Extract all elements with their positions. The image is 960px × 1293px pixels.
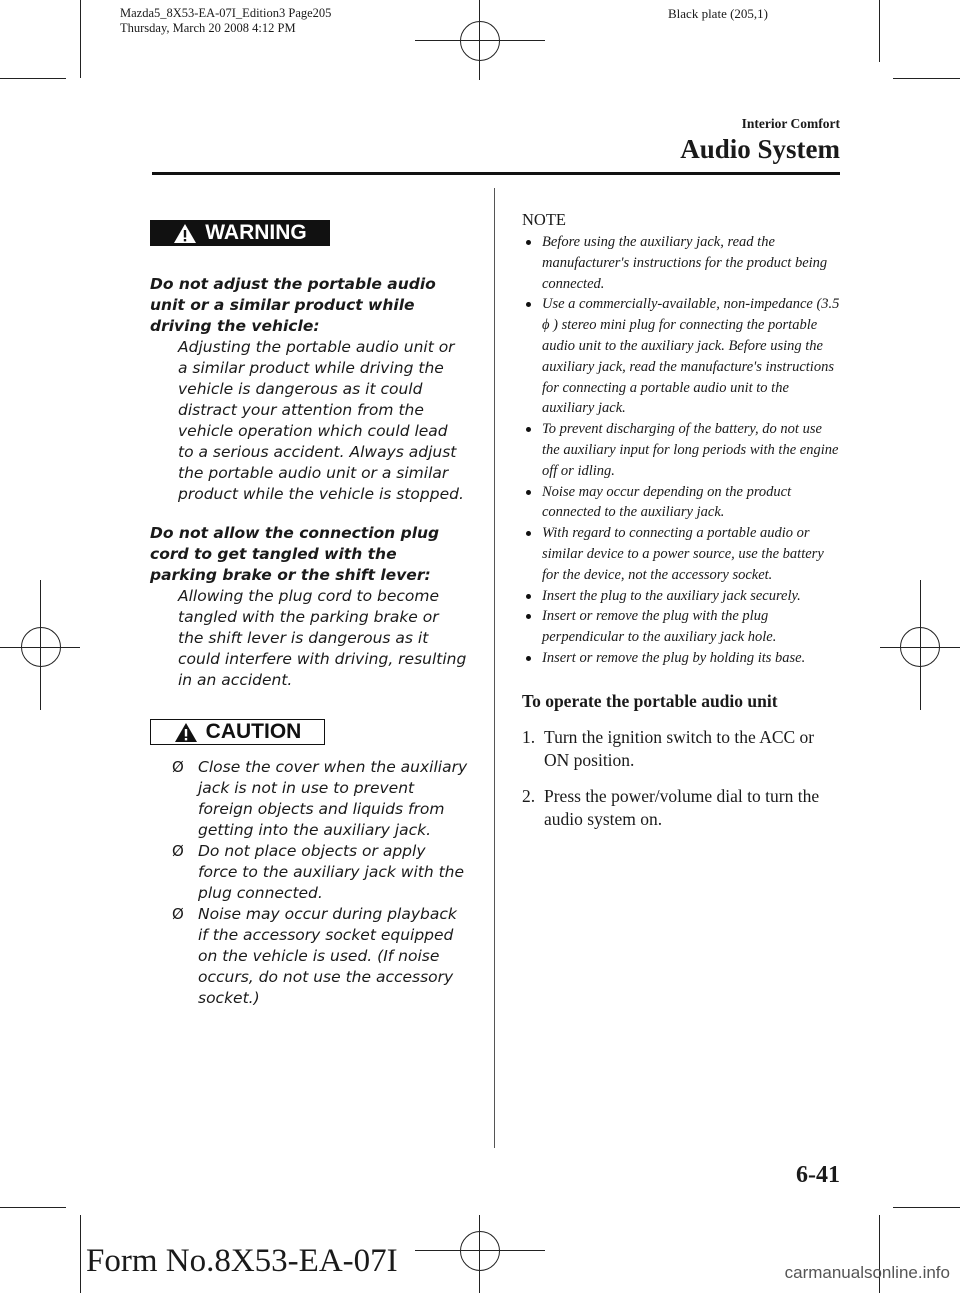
right-column (522, 210, 840, 844)
bullet-dot (526, 302, 531, 307)
warning-label-text: WARNING (205, 221, 307, 244)
note-text: Insert the plug to the auxiliary jack securely. (542, 587, 801, 604)
caution-item (170, 757, 468, 841)
operate-step (522, 785, 840, 831)
page-number: 6-41 (796, 1162, 840, 1188)
warning-heading: Do not adjust the portable audio unit or a similar product while driving the vehicle: (150, 275, 436, 335)
note-text: Insert or remove the plug with the plug perpendicular to the auxiliary jack hole. (542, 608, 777, 646)
note-item (522, 523, 840, 585)
note-heading: NOTE (522, 210, 566, 229)
caution-text: Noise may occur during playback if the accessory socket equipped on the vehicle is used. (If noise occurs, do not use the accessory socket.) (198, 905, 457, 1007)
caution-bullet: Ø (172, 842, 184, 860)
bullet-dot (526, 531, 531, 536)
operate-heading: To operate the portable audio unit (522, 690, 778, 711)
caution-text: Do not place objects or apply force to the auxiliary jack with the plug connected. (198, 842, 465, 902)
note-item (522, 419, 840, 481)
note-item (522, 586, 840, 607)
print-meta-line1: Mazda5_8X53-EA-07I_Edition3 Page205 (120, 6, 332, 20)
operate-steps (522, 726, 840, 831)
caution-text: Close the cover when the auxiliary jack is not in use to prevent foreign objects and liquids from getting into the auxiliary jack. (198, 758, 468, 839)
caution-list (150, 757, 468, 1009)
caution-label (150, 719, 325, 745)
form-number: Form No.8X53-EA-07I (86, 1243, 398, 1279)
note-text: With regard to connecting a portable audio or similar device to a power source, use the battery for the device, not the accessory socket. (542, 525, 824, 583)
caution-label-text: CAUTION (205, 720, 302, 743)
bullet-dot (526, 614, 531, 619)
note-item (522, 606, 840, 648)
warning-body: Allowing the plug cord to become tangled with the parking brake or the shift lever is dangerous as it could interfere with driving, resulting in an accident. (178, 587, 467, 689)
caution-bullet: Ø (172, 905, 184, 923)
note-item (522, 648, 840, 669)
step-text: Turn the ignition switch to the ACC or ON position. (544, 726, 815, 770)
operate-step (522, 726, 840, 772)
caution-item (170, 904, 468, 1009)
bullet-dot (526, 656, 531, 661)
warning-triangle-icon (173, 223, 197, 244)
caution-item (170, 841, 468, 904)
note-item (522, 482, 840, 524)
page-header (680, 116, 840, 165)
watermark: carmanualsonline.info (784, 1263, 950, 1282)
bullet-dot (526, 427, 531, 432)
caution-triangle-icon (174, 722, 198, 743)
warning-item (150, 274, 468, 505)
bullet-dot (526, 594, 531, 599)
step-number: 2. (522, 785, 536, 806)
print-meta (120, 6, 331, 36)
note-list (522, 232, 840, 669)
note-text: Use a commercially-available, non-impedance (3.5 ϕ ) stereo mini plug for connecting the portable audio unit to the auxiliary jack. Before using the auxiliary jack, read the manufacture's instructions for connecting a portable audio unit to the auxiliary jack. (542, 296, 840, 417)
note-item (522, 294, 840, 419)
caution-bullet: Ø (172, 758, 184, 776)
step-number: 1. (522, 726, 536, 747)
step-text: Press the power/volume dial to turn the audio system on. (544, 785, 820, 829)
warning-item (150, 523, 468, 691)
column-divider (494, 188, 495, 1148)
warning-label (150, 220, 330, 246)
note-item (522, 232, 840, 294)
warning-body: Adjusting the portable audio unit or a similar product while driving the vehicle is dangerous as it could distract your attention from the vehicle operation which could lead to a serious accident. Always adjust the portable audio unit or a similar product while the vehicle is stopped. (178, 338, 464, 503)
note-text: Insert or remove the plug by holding its base. (542, 649, 806, 666)
section-name: Interior Comfort (741, 116, 840, 131)
plate-label: Black plate (205,1) (668, 6, 768, 21)
header-rule (152, 172, 840, 175)
note-text: Noise may occur depending on the product connected to the auxiliary jack. (542, 483, 792, 521)
left-column (150, 220, 468, 1009)
print-meta-line2: Thursday, March 20 2008 4:12 PM (120, 21, 296, 35)
page-title: Audio System (680, 134, 840, 164)
note-text: Before using the auxiliary jack, read the manufacturer's instructions for the product being connected. (542, 234, 828, 292)
bullet-dot (526, 490, 531, 495)
warning-heading: Do not allow the connection plug cord to get tangled with the parking brake or the shift lever: (150, 524, 440, 584)
note-text: To prevent discharging of the battery, do not use the auxiliary input for long periods with the engine off or idling. (542, 421, 839, 479)
bullet-dot (526, 240, 531, 245)
